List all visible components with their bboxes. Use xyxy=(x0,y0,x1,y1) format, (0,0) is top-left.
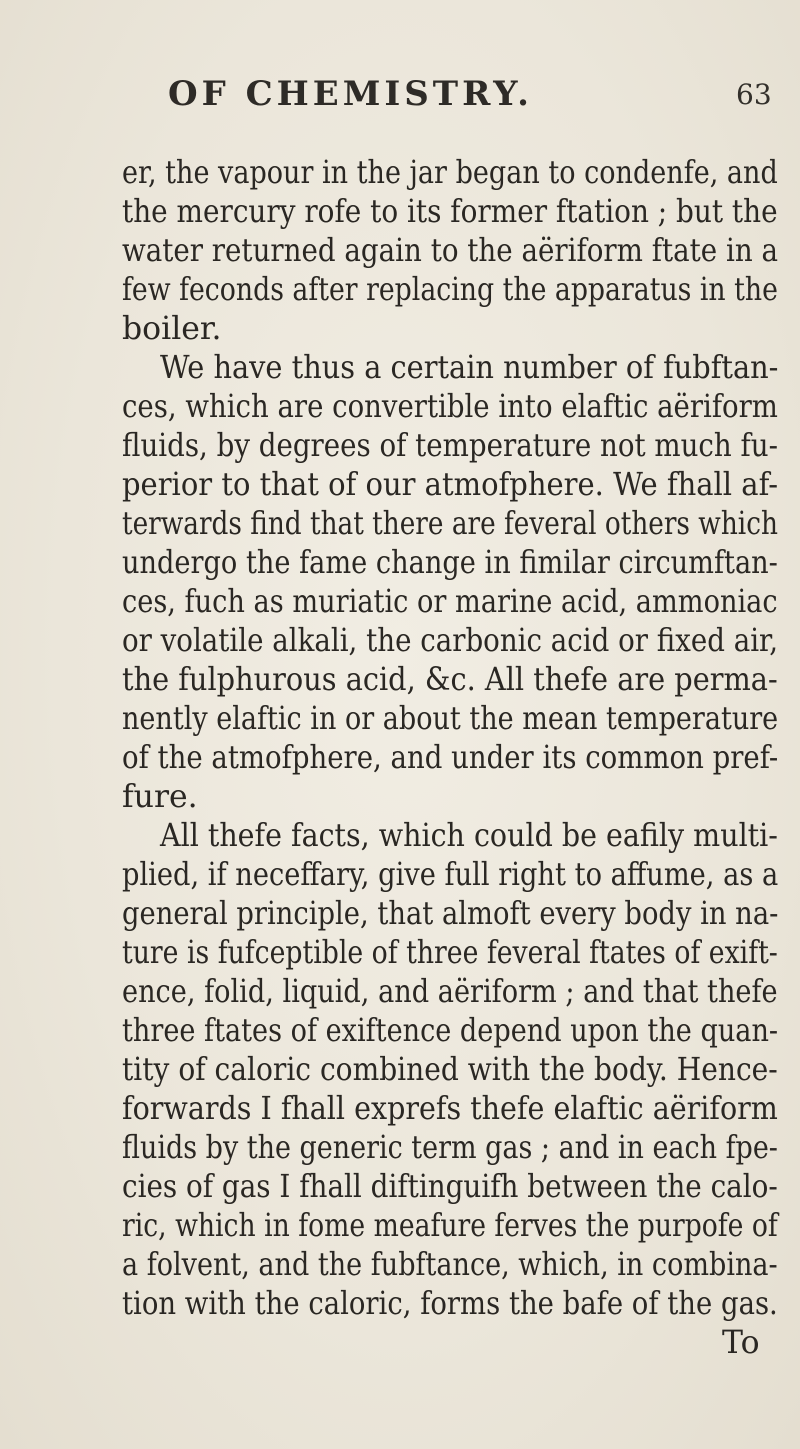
text-line: perior to that of our atmofphere. We fhall af- xyxy=(122,467,779,503)
text-line: fluids, by degrees of temperature not much fu- xyxy=(122,428,778,464)
text-line: terwards find that there are feveral others which xyxy=(122,506,778,542)
text-line: undergo the fame change in fimilar circumftan- xyxy=(122,545,778,581)
text-line: tity of caloric combined with the body. Hence- xyxy=(122,1052,778,1088)
text-line: We have thus a certain number of fubftan- xyxy=(160,350,779,386)
running-head: OF CHEMISTRY. xyxy=(168,74,534,114)
catchword: To xyxy=(722,1325,760,1361)
text-line: fluids by the generic term gas ; and in each fpe- xyxy=(122,1130,778,1166)
text-line: nently elaftic in or about the mean temperature xyxy=(122,701,779,737)
text-line: ture is fufceptible of three feveral ftates of exift- xyxy=(122,935,778,971)
text-line: water returned again to the aëriform ftate in a xyxy=(122,233,778,269)
page-number: 63 xyxy=(736,78,772,111)
text-line: general principle, that almoft every body in na- xyxy=(122,896,779,932)
text-line: cies of gas I fhall diftinguifh between the calo- xyxy=(122,1169,778,1205)
text-line: fure. xyxy=(122,779,198,815)
text-line: a folvent, and the fubftance, which, in combina- xyxy=(122,1247,778,1283)
text-line: ces, which are convertible into elaftic aëriform xyxy=(122,389,778,425)
text-line: few feconds after replacing the apparatus in the xyxy=(122,272,778,308)
text-line: ric, which in fome meafure ferves the purpofe of xyxy=(122,1208,778,1244)
page-header xyxy=(0,74,800,124)
text-line: the mercury rofe to its former ftation ; but the xyxy=(122,194,778,230)
text-line: the fulphurous acid, &c. All thefe are perma- xyxy=(122,662,778,698)
text-line: ence, folid, liquid, and aëriform ; and that thefe xyxy=(122,974,778,1010)
text-line: or volatile alkali, the carbonic acid or fixed air, xyxy=(122,623,779,659)
text-line: er, the vapour in the jar began to condenfe, and xyxy=(122,155,778,191)
text-line: three ftates of exiftence depend upon the quan- xyxy=(122,1013,779,1049)
text-line: plied, if neceffary, give full right to affume, as a xyxy=(122,857,779,893)
text-line: ces, fuch as muriatic or marine acid, ammoniac xyxy=(122,584,778,620)
text-line: All thefe facts, which could be eafily multi- xyxy=(160,818,778,854)
text-line: of the atmofphere, and under its common pref- xyxy=(122,740,779,776)
text-line: tion with the caloric, forms the bafe of the gas. xyxy=(122,1286,778,1322)
text-line: boiler. xyxy=(122,311,222,347)
text-line: forwards I fhall exprefs thefe elaftic aëriform xyxy=(122,1091,778,1127)
